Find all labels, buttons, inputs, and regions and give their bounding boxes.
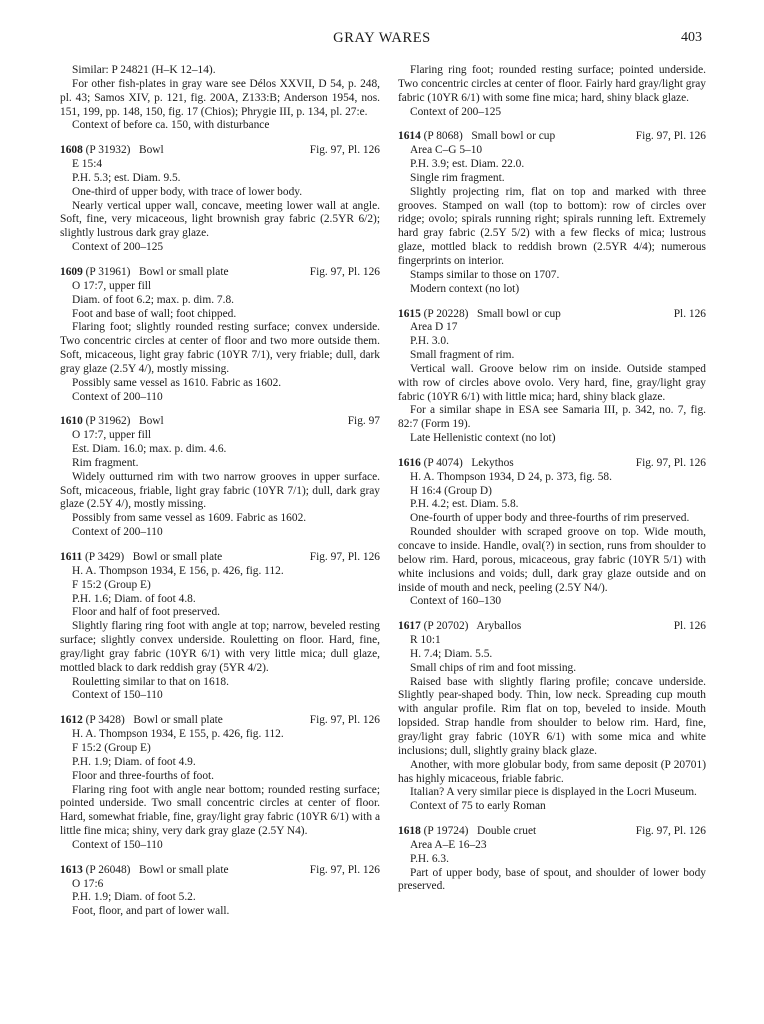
inventory-number: (P 26048): [85, 863, 131, 876]
object-name: Bowl or small plate: [139, 863, 229, 876]
inventory-number: (P 4074): [423, 456, 463, 469]
object-name: Small bowl or cup: [471, 130, 556, 143]
entry-heading: [60, 144, 380, 158]
catalog-entry-1618: [398, 825, 706, 894]
catalog-entry-1609: [60, 266, 380, 404]
entry-number: 1609: [60, 265, 83, 278]
intro-references: For other fish-plates in gray ware see Délos XXVII, D 54, p. 248, pl. 43; Samos XIV, p. 121, fig. 200A, Z133:B; Anderson 1954, nos. 151, 199, pp. 148, 150, fig. 17 (Chios); Phrygie III, p. 134, pl. 27:e.: [60, 77, 380, 118]
entry-heading: [398, 308, 706, 322]
entry-dimensions: P.H. 5.3; est. Diam. 9.5.: [72, 171, 181, 184]
entry-dimensions: Est. Diam. 16.0; max. p. dim. 4.6.: [72, 443, 227, 456]
catalog-entry-1611: [60, 551, 380, 703]
catalog-entry-1615: [398, 308, 706, 446]
running-header: [0, 30, 764, 50]
figure-plate-refs: Fig. 97: [347, 415, 380, 428]
entry-context: Context of 200–110: [72, 390, 163, 403]
catalog-entry-1613: [60, 864, 380, 919]
entry-heading: [398, 457, 706, 471]
entry-heading: [60, 864, 380, 878]
catalog-entry-1608: [60, 144, 380, 255]
entry-dimensions: P.H. 3.0.: [410, 335, 449, 348]
figure-plate-refs: Fig. 97, Pl. 126: [309, 863, 380, 876]
object-name: Bowl or small plate: [133, 714, 223, 727]
entry-heading: [60, 714, 380, 728]
inventory-number: (P 3429): [85, 551, 125, 563]
entry-deposit: F 15:2 (Group E): [72, 741, 151, 754]
entry-deposit: E 15:4: [72, 158, 103, 171]
entry-description: Rounded shoulder with scraped groove on top. Wide mouth, concave to inside. Handle, oval(?) in section, runs from shoulder to below rim. Hard, porous, micaceous, gray fabric (10YR 5/1) with white inclusions and voids; dull, dark gray glaze outside and on inside of mouth and neck, peeling (2.5Y N4/).: [398, 526, 706, 594]
entry-number: 1616: [398, 456, 421, 469]
entry-heading: [60, 551, 380, 565]
entry-description: Part of upper body, base of spout, and shoulder of lower body preserved.: [398, 866, 706, 893]
entry-preservation: One-fourth of upper body and three-fourths of rim preserved.: [410, 512, 690, 525]
entry-dimensions: P.H. 3.9; est. Diam. 22.0.: [410, 158, 525, 171]
object-name: Small bowl or cup: [477, 307, 561, 320]
inventory-number: (P 31932): [85, 144, 131, 157]
entry-context: Context of 150–110: [72, 689, 163, 702]
entry-number: 1610: [60, 415, 83, 428]
object-name: Bowl or small plate: [132, 551, 223, 563]
figure-plate-refs: Fig. 97, Pl. 126: [309, 265, 380, 278]
entry-number: 1611: [60, 551, 83, 563]
entry-dimensions: P.H. 1.9; Diam. of foot 5.2.: [72, 891, 196, 904]
catalog-entry-1610: [60, 415, 380, 540]
right-column: [398, 64, 706, 894]
catalog-entry-1612: [60, 714, 380, 852]
intro-similar: Similar: P 24821 (H–K 12–14).: [72, 64, 216, 76]
entry-number: 1618: [398, 825, 421, 838]
entry-context: Context of 150–110: [72, 838, 163, 851]
inventory-number: (P 20702): [423, 620, 469, 633]
entry-context: Context of 200–110: [72, 526, 163, 539]
entry-note: For a similar shape in ESA see Samaria III, p. 342, no. 7, fig. 82:7 (Form 19).: [398, 404, 706, 431]
entry-note: Rouletting similar to that on 1618.: [72, 675, 229, 688]
entry-heading: [60, 266, 380, 280]
figure-plate-refs: Fig. 97, Pl. 126: [635, 825, 706, 838]
inventory-number: (P 8068): [423, 130, 463, 143]
inventory-number: (P 19724): [423, 825, 469, 838]
entry-description: Widely outturned rim with two narrow grooves in upper surface. Soft, micaceous, friable, light gray fabric (10YR 7/1); dull, dark gray glaze (2.5Y 4/), mostly missing.: [60, 470, 380, 511]
entry-preservation: Floor and half of foot preserved.: [72, 606, 221, 619]
entry-dimensions: H. 7.4; Diam. 5.5.: [410, 647, 493, 660]
entry-description: Raised base with slightly flaring profile; concave underside. Slightly pear-shaped body. Thin, low neck. Spreading cup mouth with angular profile. Rim flat on top, beveled to inside. Mouth lopsided. Strap handle from shoulder to below rim. Hard, fine, gray/light gray fabric (10YR 6/1) with some mica and white inclusions; dull, slightly grainy black glaze.: [398, 675, 706, 757]
entry-deposit: F 15:2 (Group E): [72, 578, 151, 591]
entry-description: Flaring ring foot with angle near bottom; rounded resting surface; pointed underside. Two small concentric circles at center of floor. Hard, somewhat friable, fine, gray/light gray fabric (10YR 6/1) with a little fine mica; shiny, very dark gray glaze (2.5Y N4).: [60, 783, 380, 838]
figure-plate-refs: Fig. 97, Pl. 126: [635, 456, 706, 469]
left-column: [60, 64, 380, 919]
entry-description: Vertical wall. Groove below rim on inside. Outside stamped with row of circles above ovolo. Very hard, fine, gray/light gray fabric (10YR 6/1) with little mica; hard, shiny black glaze.: [398, 362, 706, 403]
entry-note: Italian? A very similar piece is displayed in the Locri Museum.: [410, 786, 697, 799]
running-title: GRAY WARES: [333, 30, 431, 46]
entry-preservation: Foot, floor, and part of lower wall.: [72, 905, 230, 918]
entry-deposit: O 17:7, upper fill: [72, 279, 152, 292]
catalog-entry-1617: [398, 620, 706, 814]
entry-deposit: R 10:1: [410, 634, 441, 647]
entry-context: Context of 75 to early Roman: [410, 800, 546, 813]
entry-description: Slightly projecting rim, flat on top and marked with three grooves. Stamped on wall (top to bottom): row of circles over ridge; ovolo; spirals running right; spirals running left. Extremely hard gray fabric (2.5Y 5/2) with a few flecks of mica; lustrous glaze, mottled black to reddish brown (2.5YR 4/4); numerous fingerprints on interior.: [398, 185, 706, 267]
entry-number: 1614: [398, 130, 421, 143]
page-number: 403: [681, 30, 702, 45]
entry-deposit: Area C–G 5–10: [410, 144, 483, 157]
entry-description: Slightly flaring ring foot with angle at top; narrow, beveled resting surface; slightly convex underside. Rouletting on floor. Hard, fine, gray/light gray fabric (10YR 6/1) with very little mica; dull glaze, mottled black to dark reddish gray (5YR 4/2).: [60, 620, 380, 674]
entry-dimensions: P.H. 4.2; est. Diam. 5.8.: [410, 498, 519, 511]
entry-description: Nearly vertical upper wall, concave, meeting lower wall at angle. Soft, fine, very micaceous, light brownish gray fabric (2.5YR 6/2); slightly lustrous dark gray glaze.: [60, 199, 380, 240]
entry-heading: [398, 620, 706, 634]
entry-note: Another, with more globular body, from same deposit (P 20701) has highly micaceous, friable fabric.: [398, 758, 706, 785]
catalog-entry-1616: [398, 457, 706, 609]
catalog-entry-1613-continued: [398, 64, 706, 119]
inventory-number: (P 31961): [85, 265, 131, 278]
entry-deposit: Area D 17: [410, 321, 458, 334]
figure-plate-refs: Pl. 126: [673, 620, 706, 633]
entry-deposit: H 16:4 (Group D): [410, 484, 492, 497]
entry-number: 1612: [60, 714, 83, 727]
entry-preservation: Small fragment of rim.: [410, 349, 515, 362]
entry-deposit: O 17:7, upper fill: [72, 429, 152, 442]
entry-preservation: One-third of upper body, with trace of lower body.: [72, 185, 303, 198]
catalog-entry-1614: [398, 130, 706, 296]
object-name: Aryballos: [476, 620, 522, 633]
entry-context: Modern context (no lot): [410, 282, 520, 295]
inventory-number: (P 20228): [423, 307, 469, 320]
intro-context: Context of before ca. 150, with disturbance: [72, 119, 270, 132]
entry-deposit: O 17:6: [72, 877, 104, 890]
entry-context: Late Hellenistic context (no lot): [410, 432, 556, 445]
entry-dimensions: P.H. 1.9; Diam. of foot 4.9.: [72, 755, 196, 768]
inventory-number: (P 31962): [85, 415, 131, 428]
object-name: Lekythos: [471, 456, 514, 469]
entry-number: 1613: [60, 863, 83, 876]
entry-dimensions: P.H. 6.3.: [410, 852, 449, 865]
figure-plate-refs: Fig. 97, Pl. 126: [635, 130, 706, 143]
entry-context: Context of 200–125: [410, 105, 502, 118]
entry-publication: H. A. Thompson 1934, E 155, p. 426, fig. 112.: [72, 728, 284, 741]
object-name: Bowl: [139, 415, 164, 428]
entry-heading: [60, 415, 380, 429]
object-name: Bowl or small plate: [139, 265, 229, 278]
entry-dimensions: Diam. of foot 6.2; max. p. dim. 7.8.: [72, 293, 234, 306]
entry-context: Context of 200–125: [72, 241, 164, 254]
entry-preservation: Floor and three-fourths of foot.: [72, 769, 215, 782]
entry-preservation: Single rim fragment.: [410, 171, 505, 184]
figure-plate-refs: Fig. 97, Pl. 126: [309, 144, 380, 157]
entry-deposit: Area A–E 16–23: [410, 838, 487, 851]
object-name: Double cruet: [477, 825, 537, 838]
entry-heading: [398, 130, 706, 144]
entry-note: Stamps similar to those on 1707.: [410, 268, 560, 281]
entry-publication: H. A. Thompson 1934, D 24, p. 373, fig. 58.: [410, 470, 612, 483]
entry-number: 1608: [60, 144, 83, 157]
entry-publication: H. A. Thompson 1934, E 156, p. 426, fig. 112.: [72, 564, 284, 577]
entry-preservation: Small chips of rim and foot missing.: [410, 661, 577, 674]
entry-description: Flaring foot; slightly rounded resting surface; convex underside. Two concentric circles at center of floor and two more outside them. Soft, micaceous, light gray fabric (10YR 7/1), very friable; dull, dark gray glaze (2.5Y 4/), mostly missing.: [60, 321, 380, 375]
entry-dimensions: P.H. 1.6; Diam. of foot 4.8.: [72, 592, 196, 605]
entry-description: Flaring ring foot; rounded resting surface; pointed underside. Two concentric circles at center of floor. Fairly hard gray/light gray fabric (10YR 6/1) with some fine mica; hard, shiny black glaze.: [398, 64, 706, 104]
figure-plate-refs: Pl. 126: [673, 307, 706, 320]
entry-context: Context of 160–130: [410, 595, 502, 608]
entry-preservation: Rim fragment.: [72, 456, 139, 469]
entry-preservation: Foot and base of wall; foot chipped.: [72, 307, 237, 320]
entry-heading: [398, 825, 706, 839]
inventory-number: (P 3428): [85, 714, 125, 727]
object-name: Bowl: [139, 144, 164, 157]
entry-note: Possibly same vessel as 1610. Fabric as 1602.: [72, 376, 282, 389]
entry-number: 1617: [398, 620, 421, 633]
entry-note: Possibly from same vessel as 1609. Fabric as 1602.: [72, 512, 307, 525]
entry-number: 1615: [398, 307, 421, 320]
figure-plate-refs: Fig. 97, Pl. 126: [309, 714, 380, 727]
figure-plate-refs: Fig. 97, Pl. 126: [309, 551, 380, 563]
